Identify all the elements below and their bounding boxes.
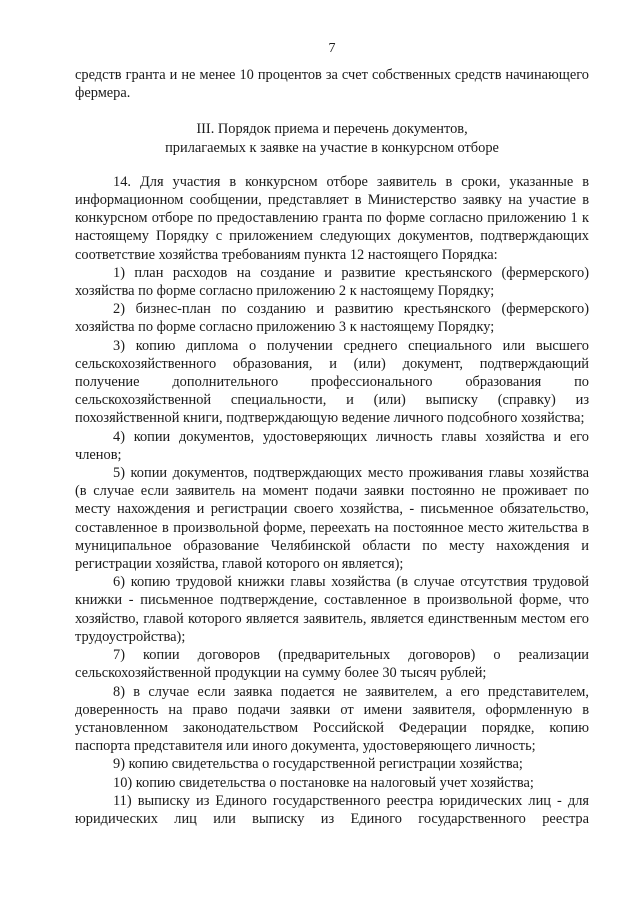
section-heading — [75, 120, 589, 156]
continuation-paragraph: средств гранта и не менее 10 процентов за счет собственных средств начинающего фермера. — [75, 67, 589, 102]
document-page — [75, 0, 589, 905]
list-item-11: 11) выписку из Единого государственного реестра юридических лиц - для юридических лиц или выписку из Единого государственного реестра — [75, 792, 589, 827]
list-item-7: 7) копии договоров (предварительных договоров) о реализации сельскохозяйственной продукции на сумму более 30 тысяч рублей; — [75, 647, 589, 682]
paragraph-14: 14. Для участия в конкурсном отборе заявитель в сроки, указанные в информационном сообщении, представляет в Министерство заявку на участие в конкурсном отборе по предоставлению гранта по форме согласно приложению 1 к настоящему Порядку с приложением следующих документов, подтверждающих соответствие хозяйства требованиям пункта 12 настоящего Порядка: — [75, 173, 589, 263]
list-item-2: 2) бизнес-план по созданию и развитию крестьянского (фермерского) хозяйства по форме согласно приложению 3 к настоящему Порядку; — [75, 301, 589, 336]
list-item-5: 5) копии документов, подтверждающих место проживания главы хозяйства (в случае если заявитель на момент подачи заявки постоянно не проживает по месту нахождения и регистрации своего хозяйства, - письменное обязательство, составленное в произвольной форме, переехать на постоянное место жительства в муниципальное образование Челябинской области по месту нахождения и регистрации хозяйства, главой которого он является); — [75, 465, 589, 573]
page-number: 7 — [328, 41, 336, 56]
list-item-8: 8) в случае если заявка подается не заявителем, а его представителем, доверенность на право подачи заявки от имени заявителя, оформленную в установленном законодательством Российской Федерации порядке, копию паспорта представителя или иного документа, удостоверяющего личность; — [75, 683, 589, 755]
section-heading-line-2: прилагаемых к заявке на участие в конкурсном отборе — [165, 139, 499, 156]
list-item-3: 3) копию диплома о получении среднего специального или высшего сельскохозяйственного образования, и (или) документ, подтверждающий получение дополнительного профессионального образования по сельскохозяйственной специальности, и (или) выписку (справку) из похозяйственной книги, подтверждающую ведение личного подсобного хозяйства; — [75, 337, 589, 427]
section-heading-line-1: III. Порядок приема и перечень документов, — [196, 121, 468, 138]
document-body — [75, 66, 589, 828]
list-item-6: 6) копию трудовой книжки главы хозяйства (в случае отсутствия трудовой книжки - письменное подтверждение, составленное в произвольной форме, что хозяйство, главой которого является заявитель, является единственным местом его трудоустройства); — [75, 574, 589, 645]
list-item-9: 9) копию свидетельства о государственной регистрации хозяйства; — [113, 756, 523, 773]
list-item-1: 1) план расходов на создание и развитие крестьянского (фермерского) хозяйства по форме согласно приложению 2 к настоящему Порядку; — [75, 264, 589, 300]
list-item-10: 10) копию свидетельства о постановке на налоговый учет хозяйства; — [113, 774, 534, 791]
list-item-4: 4) копии документов, удостоверяющих личность главы хозяйства и его членов; — [75, 428, 589, 463]
